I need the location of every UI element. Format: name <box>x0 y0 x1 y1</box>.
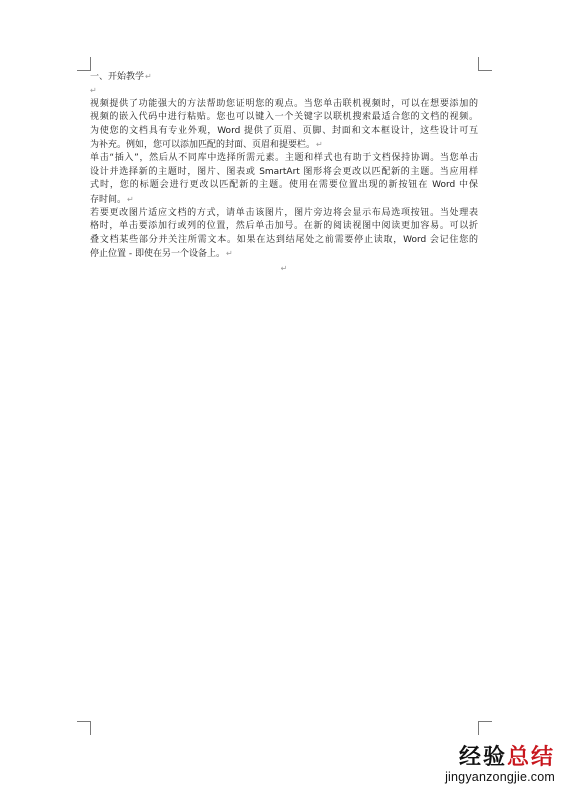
watermark-logo: 经验总结 <box>458 745 555 770</box>
paragraph-mark-icon: ↵ <box>225 249 233 259</box>
text-line: 叠文档某些部分并关注所需文本。如果在达到结尾处之前需要停止读取，Word 会记住您的 <box>90 234 478 245</box>
paragraph-3 <box>90 207 478 262</box>
paragraph-2 <box>90 152 478 207</box>
text-line: 单击“插入”，然后从不同库中选择所需元素。主题和样式也有助于文档保持协调。当您单击 <box>90 153 478 164</box>
paragraph-mark-icon: ↵ <box>145 72 152 81</box>
watermark-url: jingyanzongjie.com <box>445 770 555 784</box>
margin-corner-bottom-right <box>478 721 492 735</box>
text-line: 式时，您的标题会进行更改以匹配新的主题。使用在需要位置出现的新按钮在 Word 中保 <box>90 180 478 191</box>
text-line: 为使您的文档具有专业外观，Word 提供了页眉、页脚、封面和文本框设计，这些设计可互 <box>90 125 478 136</box>
heading-line <box>90 70 478 84</box>
margin-corner-bottom-left <box>77 721 91 735</box>
text-line-end: 停止位置 - 即使在另一个设备上。↵ <box>90 249 233 260</box>
text-line: 视频提供了功能强大的方法帮助您证明您的观点。当您单击联机视频时，可以在想要添加的 <box>90 98 478 109</box>
document-body[interactable] <box>90 70 478 275</box>
margin-corner-top-left <box>77 57 91 71</box>
text-line: 若要更改图片适应文档的方式，请单击该图片，图片旁边将会显示布局选项按钮。当处理表 <box>90 208 478 219</box>
paragraph-1 <box>90 98 478 153</box>
margin-corner-top-right <box>478 57 492 71</box>
text-line: 格时，单击要添加行或列的位置，然后单击加号。在新的阅读视图中阅读更加容易。可以折 <box>90 221 478 232</box>
text-line-end: 存时间。↵ <box>90 194 134 205</box>
site-watermark <box>445 746 555 784</box>
text-line-end: 为补充。例如，您可以添加匹配的封面、页眉和提要栏。↵ <box>90 140 323 151</box>
text-line: 视频的嵌入代码中进行粘贴。您也可以键入一个关键字以联机搜索最适合您的文档的视频。 <box>90 112 478 123</box>
text-line: 设计并选择新的主题时，图片、图表或 SmartArt 图形将会更改以匹配新的主题。当应用样 <box>90 166 478 177</box>
section-heading: 一、开始教学 <box>90 72 145 82</box>
paragraph-mark-icon: ↵ <box>90 86 97 96</box>
paragraph-mark-icon: ↵ <box>127 194 134 204</box>
paragraph-mark-icon: ↵ <box>280 263 288 273</box>
paragraph-mark-icon: ↵ <box>316 140 323 150</box>
